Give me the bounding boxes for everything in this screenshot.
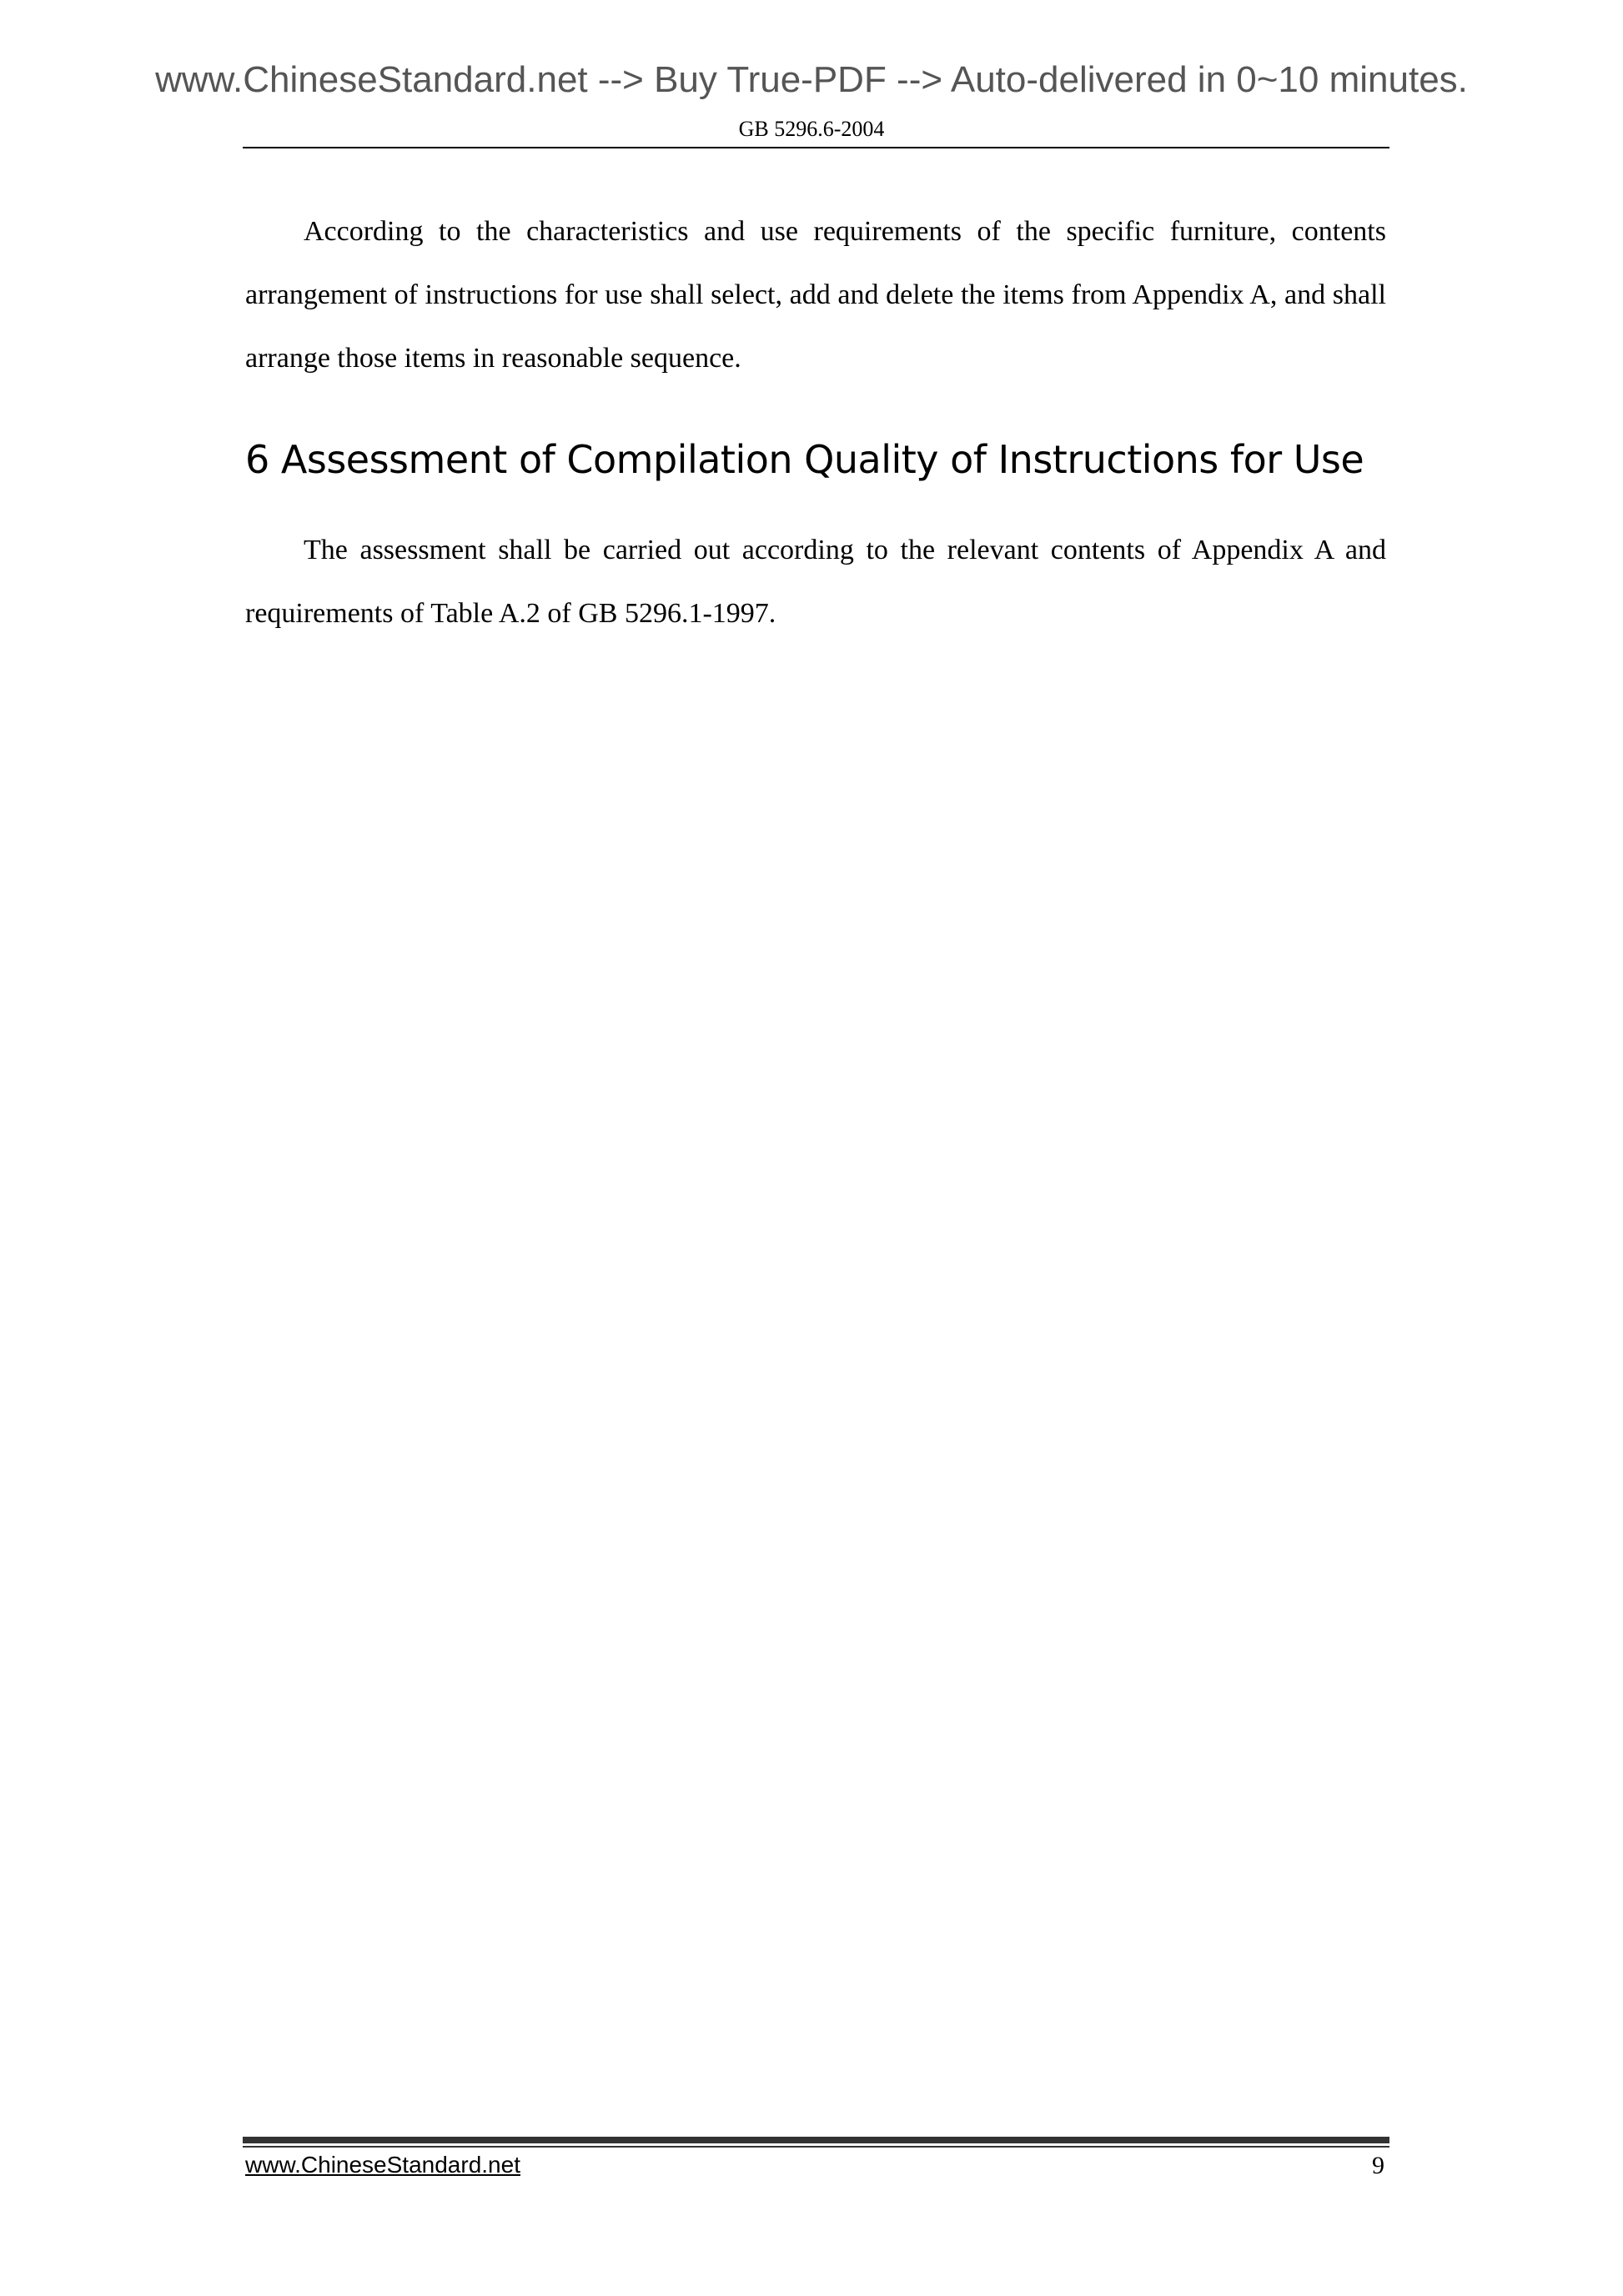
- paragraph-contents-arrangement: According to the characteristics and use requirements of the specific furniture, contents arrangement of instructions for use shall select, add and delete the items from Appendix A, and shall arrange those items in reasonable sequence.: [245, 216, 1386, 374]
- header-banner: www.ChineseStandard.net --> Buy True-PDF --> Auto-delivered in 0~10 minutes.: [155, 59, 1468, 100]
- section-heading: 6 Assessment of Compilation Quality of Instructions for Use: [245, 437, 1364, 482]
- header-divider: [243, 147, 1389, 148]
- footer-divider-thick: [243, 2137, 1389, 2143]
- standard-code: GB 5296.6-2004: [738, 117, 885, 141]
- page-number: 9: [1372, 2152, 1384, 2179]
- footer-divider-thin: [243, 2146, 1389, 2148]
- paragraph-assessment: The assessment shall be carried out according to the relevant contents of Appendix A and requirements of Table A.2 of GB 5296.1-1997.: [245, 535, 1386, 629]
- footer-website-link[interactable]: www.ChineseStandard.net: [245, 2152, 520, 2178]
